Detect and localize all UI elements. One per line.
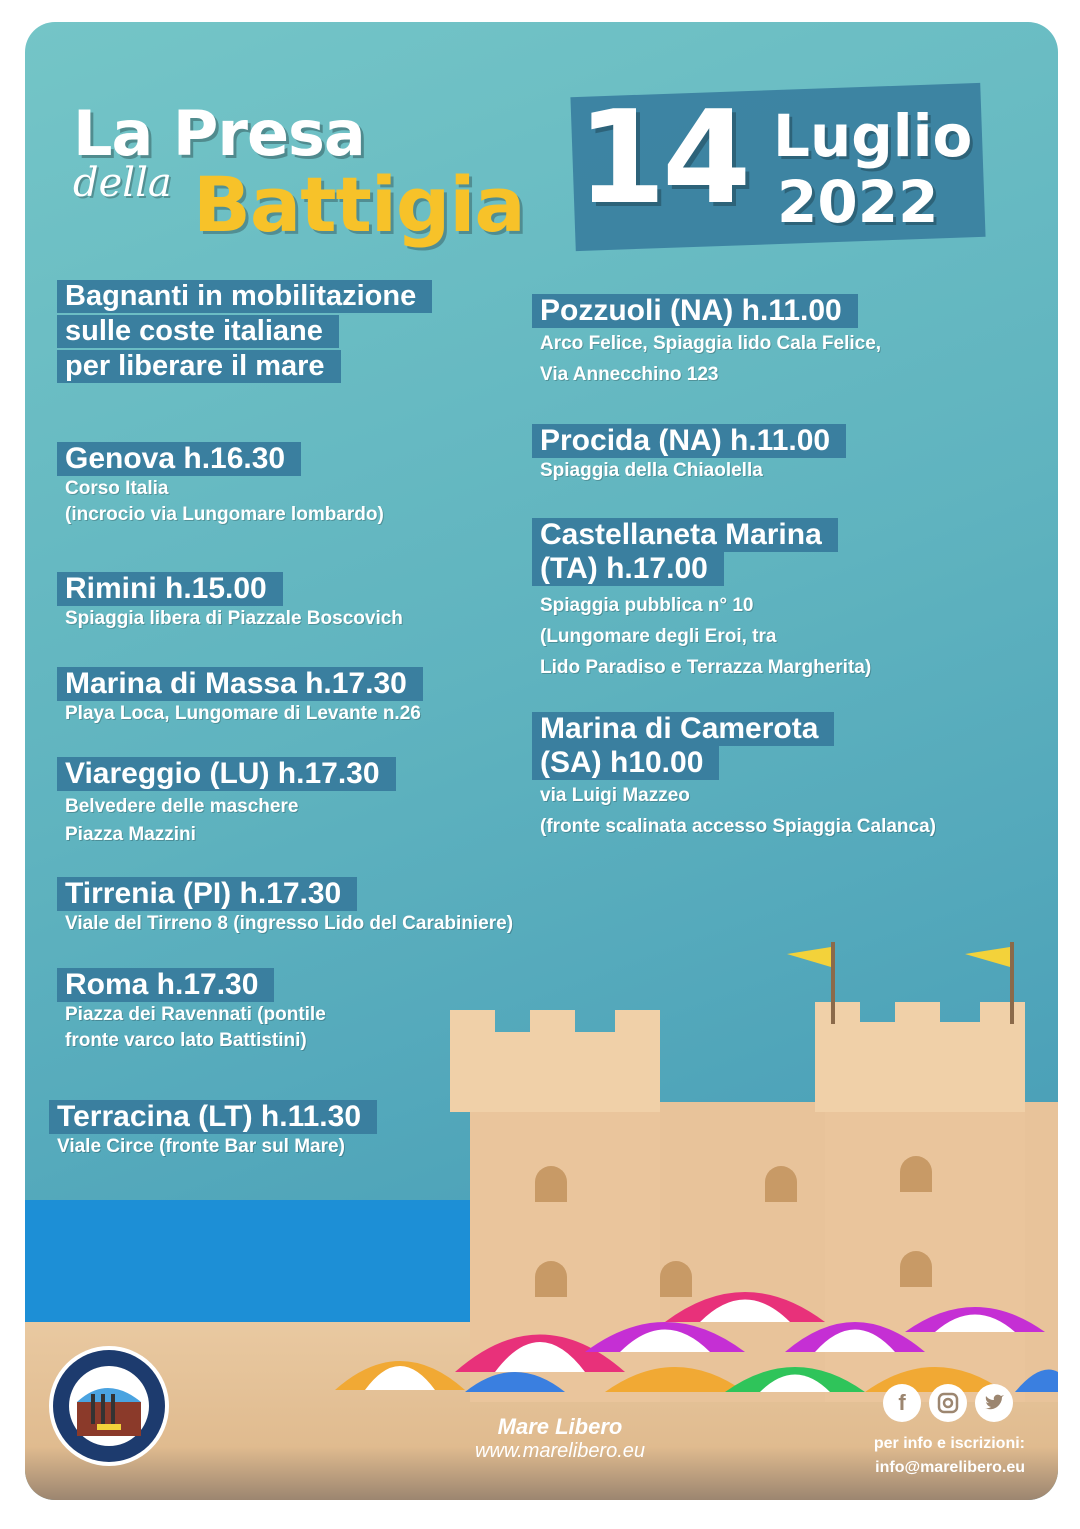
event-title: Rimini h.15.00 (57, 572, 283, 606)
event-address: via Luigi Mazzeo (540, 785, 690, 806)
event-marina-di-camerota (532, 712, 936, 842)
event-marina-di-massa (57, 667, 423, 727)
event-address: Via Annecchino 123 (540, 364, 719, 385)
event-address: Belvedere delle maschere (65, 796, 299, 817)
event-address: Arco Felice, Spiaggia lido Cala Felice, (540, 333, 882, 354)
event-title: Terracina (LT) h.11.30 (49, 1100, 377, 1134)
title-line1: La Presa (73, 97, 365, 170)
date-day: 14 (577, 84, 748, 233)
event-title: Roma h.17.30 (57, 968, 274, 1002)
social-links (883, 1384, 1013, 1422)
event-title: Procida (NA) h.11.00 (532, 424, 846, 458)
event-rimini (57, 572, 403, 632)
instagram-icon[interactable] (929, 1384, 967, 1422)
event-address: Piazza dei Ravennati (pontile (65, 1004, 326, 1025)
event-address: Corso Italia (65, 478, 169, 499)
date-year: 2022 (777, 168, 939, 236)
event-title: Genova h.16.30 (57, 442, 301, 476)
event-address: Spiaggia libera di Piazzale Boscovich (65, 608, 403, 629)
event-address: fronte varco lato Battistini) (65, 1030, 307, 1051)
poster (25, 22, 1058, 1500)
event-title: Viareggio (LU) h.17.30 (57, 757, 396, 791)
event-title: (TA) h.17.00 (532, 552, 724, 586)
date-month: Luglio (773, 102, 973, 170)
event-title: Castellaneta Marina (532, 518, 838, 552)
event-address: Viale Circe (fronte Bar sul Mare) (57, 1136, 345, 1157)
facebook-icon[interactable]: f (883, 1384, 921, 1422)
event-title: Tirrenia (PI) h.17.30 (57, 877, 357, 911)
event-address: (fronte scalinata accesso Spiaggia Calanca) (540, 816, 936, 837)
title-line2: Battigia (193, 160, 525, 249)
mare-libero-logo (47, 1344, 171, 1468)
contact-email[interactable]: info@marelibero.eu (875, 1459, 1025, 1476)
event-address: Playa Loca, Lungomare di Levante n.26 (65, 703, 421, 724)
contact-label: per info e iscrizioni: (873, 1435, 1025, 1452)
event-pozzuoli (532, 294, 881, 390)
event-address: Piazza Mazzini (65, 824, 196, 845)
event-genova (57, 442, 384, 528)
event-title: Marina di Massa h.17.30 (57, 667, 423, 701)
event-address: Lido Paradiso e Terrazza Margherita) (540, 657, 872, 678)
event-address: Spiaggia della Chiaolella (540, 460, 763, 481)
intro-line: sulle coste italiane (57, 315, 339, 348)
event-procida (532, 424, 846, 484)
intro-block (57, 280, 432, 385)
event-castellaneta-marina (532, 518, 871, 683)
event-address: Viale del Tirreno 8 (ingresso Lido del Carabiniere) (65, 913, 514, 934)
sandcastle-illustration (25, 902, 1058, 1462)
footer-brand (465, 1414, 655, 1463)
event-address: Spiaggia pubblica n° 10 (540, 595, 754, 616)
brand-name: Mare Libero (497, 1414, 623, 1439)
intro-line: per liberare il mare (57, 350, 341, 383)
event-title: Marina di Camerota (532, 712, 834, 746)
event-address: (Lungomare degli Eroi, tra (540, 626, 777, 647)
event-address: (incrocio via Lungomare lombardo) (65, 504, 384, 525)
event-title: (SA) h10.00 (532, 746, 719, 780)
title-della: della (73, 160, 172, 206)
event-viareggio (57, 757, 396, 848)
twitter-icon[interactable] (975, 1384, 1013, 1422)
event-title: Pozzuoli (NA) h.11.00 (532, 294, 858, 328)
intro-line: Bagnanti in mobilitazione (57, 280, 432, 313)
contact-info (845, 1432, 1025, 1480)
brand-url[interactable]: www.marelibero.eu (474, 1440, 646, 1462)
